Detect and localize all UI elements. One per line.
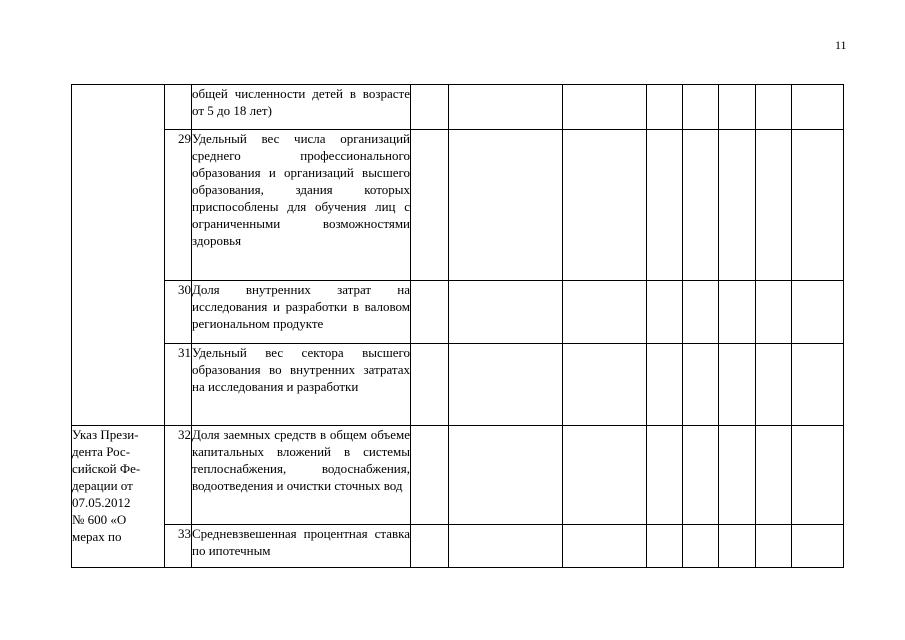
data-cell [683, 85, 719, 130]
row-number: 31 [165, 344, 192, 426]
indicator-text: общей численности детей в возрасте от 5 до 18 лет) [192, 85, 411, 130]
data-cell [449, 85, 563, 130]
data-cell [792, 344, 844, 426]
data-cell [756, 344, 792, 426]
data-cell [719, 525, 756, 568]
data-cell [792, 525, 844, 568]
table-row [72, 85, 844, 130]
data-cell [647, 525, 683, 568]
data-cell [647, 85, 683, 130]
source-text: Указ Прези- дента Рос- сийской Фе- дерации от 07.05.2012 № 600 «О мерах по [72, 427, 141, 544]
data-cell [411, 525, 449, 568]
data-cell [792, 130, 844, 281]
data-cell [411, 344, 449, 426]
indicator-text: Удельный вес числа организаций среднего профессионального образования и организаций высшего образования, здания которых приспособлены для обучения лиц с ограниченными возможностями здоровья [192, 130, 411, 281]
indicators-table [71, 84, 844, 568]
indicator-text: Доля заемных средств в общем объеме капитальных вложений в системы теплоснабжения, водоснабжения, водоотведения и очистки сточных вод [192, 426, 411, 525]
row-number: 29 [165, 130, 192, 281]
page-number: 11 [835, 38, 847, 52]
table-row [72, 281, 844, 344]
data-cell [411, 130, 449, 281]
indicator-text: Средневзвешенная процентная ставка по ипотечным [192, 525, 411, 568]
data-cell [792, 85, 844, 130]
data-cell [449, 426, 563, 525]
data-cell [449, 130, 563, 281]
data-cell [756, 426, 792, 525]
table-row [72, 426, 844, 525]
data-cell [411, 281, 449, 344]
data-cell [756, 525, 792, 568]
data-cell [719, 344, 756, 426]
row-number: 33 [165, 525, 192, 568]
data-cell [683, 426, 719, 525]
data-cell [563, 281, 647, 344]
table-row [72, 525, 844, 568]
data-cell [719, 281, 756, 344]
indicator-text: Доля внутренних затрат на исследования и разработки в валовом региональном продукте [192, 281, 411, 344]
row-number [165, 85, 192, 130]
data-cell [756, 281, 792, 344]
data-cell [563, 426, 647, 525]
source-cell-empty [72, 85, 165, 426]
data-cell [792, 281, 844, 344]
data-cell [449, 525, 563, 568]
data-cell [683, 525, 719, 568]
data-cell [647, 344, 683, 426]
table-row [72, 344, 844, 426]
row-number: 32 [165, 426, 192, 525]
data-cell [647, 281, 683, 344]
data-cell [411, 85, 449, 130]
data-cell [449, 281, 563, 344]
data-cell [683, 130, 719, 281]
data-cell [647, 426, 683, 525]
data-cell [792, 426, 844, 525]
source-cell [72, 426, 165, 568]
data-cell [683, 344, 719, 426]
data-cell [719, 130, 756, 281]
data-cell [683, 281, 719, 344]
data-cell [449, 344, 563, 426]
data-cell [563, 130, 647, 281]
data-cell [647, 130, 683, 281]
indicator-text: Удельный вес сектора высшего образования во внутренних затратах на исследования и разработки [192, 344, 411, 426]
data-cell [756, 130, 792, 281]
data-cell [719, 426, 756, 525]
data-cell [563, 525, 647, 568]
data-cell [411, 426, 449, 525]
data-cell [563, 344, 647, 426]
data-cell [756, 85, 792, 130]
data-cell [563, 85, 647, 130]
data-cell [719, 85, 756, 130]
row-number: 30 [165, 281, 192, 344]
table-row [72, 130, 844, 281]
